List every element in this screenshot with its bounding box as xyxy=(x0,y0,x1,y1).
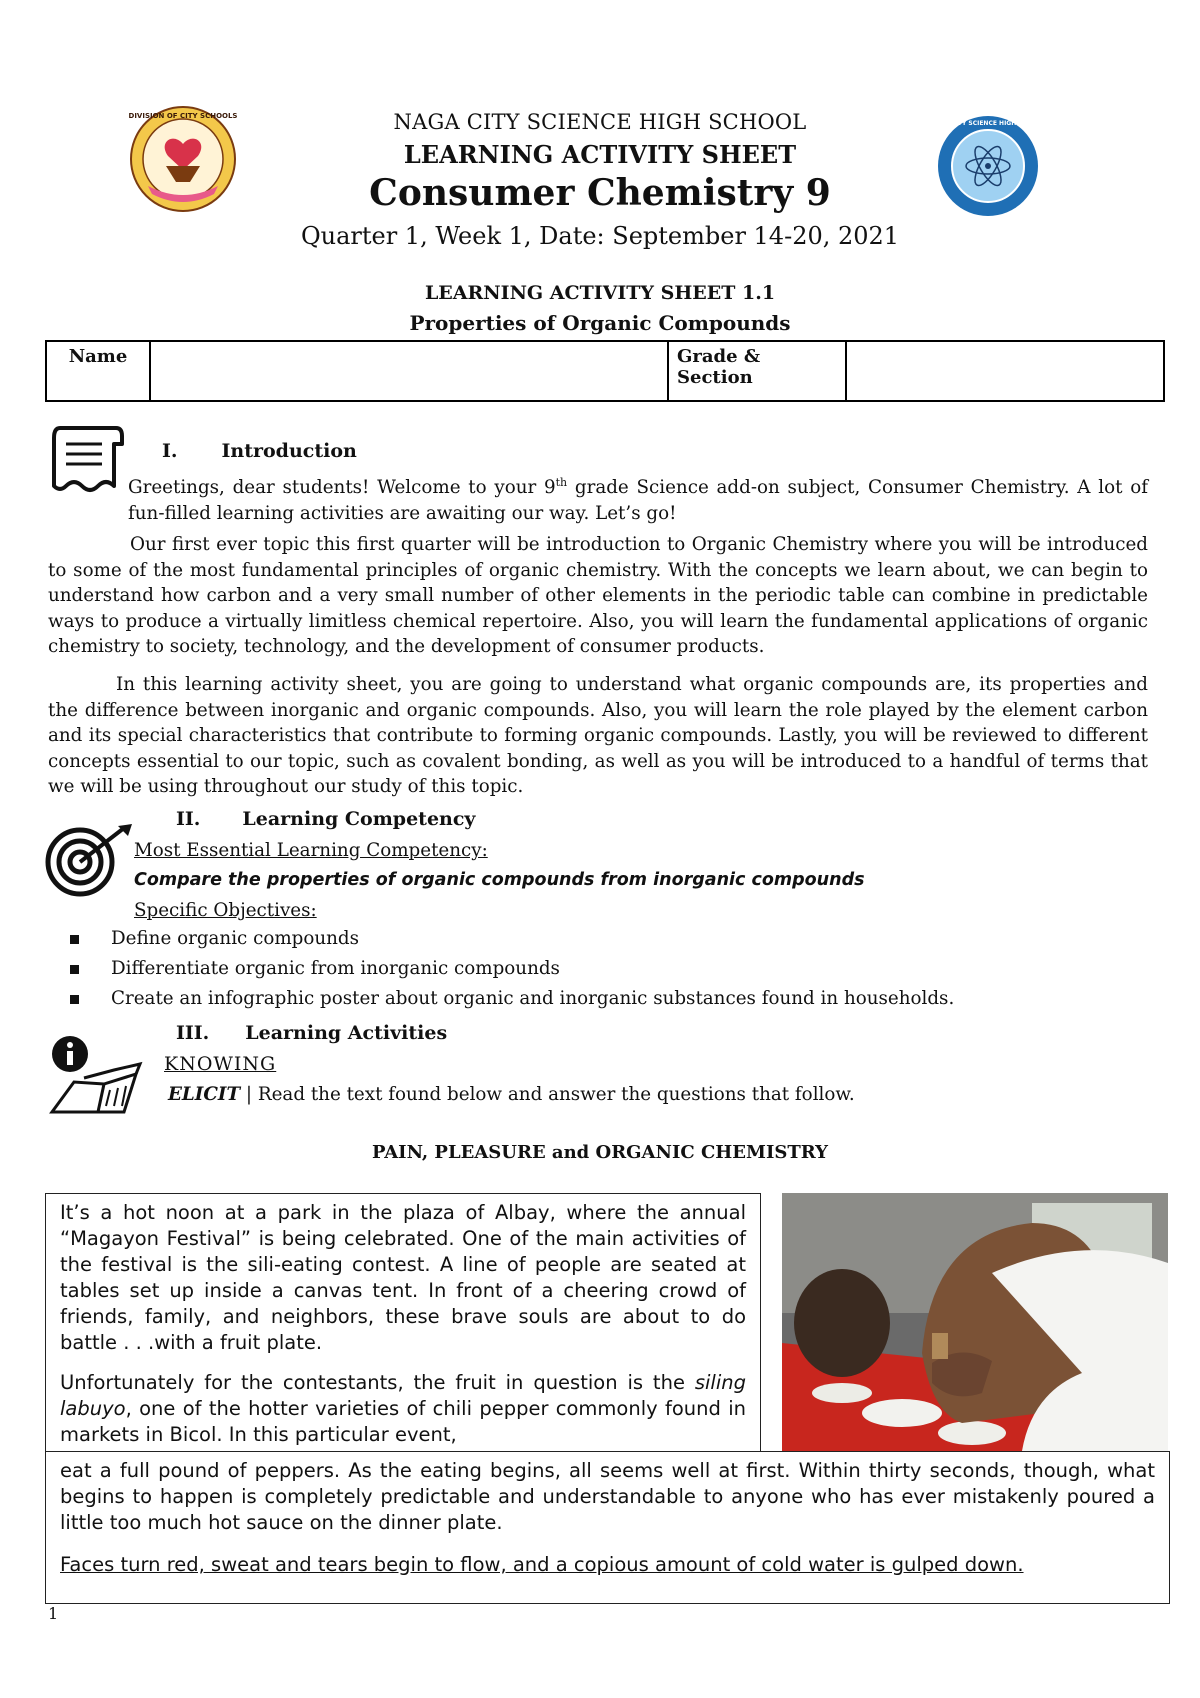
story-box-top xyxy=(45,1193,761,1452)
intro-heading: I. Introduction xyxy=(162,440,357,462)
story-paragraph-1: It’s a hot noon at a park in the plaza of Albay, where the annual “Magayon Festival” is being celebrated. One of the main activities of the festival is the sili-eating contest. A line of people are seated at tables set up inside a canvas tent. In front of a cheering crowd of friends, family, and neighbors, these brave souls are about to do battle . . .with a fruit plate. xyxy=(60,1201,746,1354)
svg-text:NAGA CITY SCIENCE HIGH SCHOOL: NAGA CITY SCIENCE HIGH SCHOOL xyxy=(929,120,1047,127)
activities-heading: III. Learning Activities xyxy=(176,1022,448,1044)
intro-paragraph-3: In this learning activity sheet, you are going to understand what organic compounds are, its properties and the difference between inorganic and organic compounds. Also, you will learn the role played by the element carbon and its special characteristics that contribute to forming organic compounds. Lastly, you will be reviewed to different concepts essential to our topic, such as covalent bonding, as well as you will be introduced to a handful of terms that we will be using throughout our study of this topic. xyxy=(48,674,1148,797)
svg-text:DIVISION OF CITY SCHOOLS: DIVISION OF CITY SCHOOLS xyxy=(128,112,238,120)
scroll-icon xyxy=(46,422,126,500)
story-paragraph-2: Unfortunately for the contestants, the fruit in question is the siling labuyo, one of the hotter varieties of chili pepper commonly found in markets in Bicol. In this particular event, xyxy=(60,1371,746,1446)
melc-label: Most Essential Learning Competency: xyxy=(134,840,488,861)
student-info-table xyxy=(45,340,1165,402)
story-box-bottom xyxy=(45,1451,1170,1604)
contest-photo xyxy=(782,1193,1168,1451)
subject-title: Consumer Chemistry 9 xyxy=(369,172,831,214)
elicit-line: ELICIT | Read the text found below and answer the questions that follow. xyxy=(168,1084,855,1105)
intro-paragraph-2: Our first ever topic this first quarter will be introduction to Organic Chemistry where you will be introduced to some of the most fundamental principles of organic chemistry. With the concepts we learn about, we can begin to understand how carbon and a very small number of other elements in the periodic table can combine in predictable ways to produce a virtually limitless chemical repertoire. Also, you will learn the fundamental applications of organic chemistry to society, technology, and the development of consumer products. xyxy=(48,534,1148,657)
name-label: Name xyxy=(46,341,150,401)
story-paragraph-4: Faces turn red, sweat and tears begin to flow, and a copious amount of cold water is gulped down. xyxy=(60,1553,1024,1576)
school-name: NAGA CITY SCIENCE HIGH SCHOOL xyxy=(393,110,807,134)
page-number: 1 xyxy=(48,1604,59,1623)
sheet-label: LEARNING ACTIVITY SHEET xyxy=(403,140,797,169)
objectives-label: Specific Objectives: xyxy=(134,900,317,921)
period-line: Quarter 1, Week 1, Date: September 14-20, 2021 xyxy=(300,222,900,250)
las-title: Properties of Organic Compounds xyxy=(409,311,791,335)
reading-title: PAIN, PLEASURE and ORGANIC CHEMISTRY xyxy=(371,1142,829,1163)
name-field[interactable] xyxy=(150,341,668,401)
objective-item: Define organic compounds xyxy=(70,928,359,949)
objective-item: Create an infographic poster about organic and inorganic substances found in households. xyxy=(70,988,954,1009)
melc-text: Compare the properties of organic compounds from inorganic compounds xyxy=(134,870,865,890)
grade-section-field[interactable] xyxy=(846,341,1164,401)
las-number: LEARNING ACTIVITY SHEET 1.1 xyxy=(424,282,776,304)
info-book-icon xyxy=(44,1034,144,1116)
knowing-label: KNOWING xyxy=(164,1053,277,1075)
story-paragraph-3: eat a full pound of peppers. As the eating begins, all seems well at first. Within thirty seconds, though, what begins to happen is completely predictable and understandable to anyone who has ever mistakenly poured a little too much hot sauce on the dinner plate. xyxy=(60,1459,1155,1534)
competency-heading: II. Learning Competency xyxy=(176,808,476,830)
intro-greeting: Greetings, dear students! Welcome to your 9th grade Science add-on subject, Consumer Chemistry. A lot of fun-filled learning activities are awaiting our way. Let’s go! xyxy=(128,476,1148,524)
target-icon xyxy=(44,822,136,898)
objective-item: Differentiate organic from inorganic compounds xyxy=(70,958,560,979)
grade-section-label: Grade & Section xyxy=(668,341,846,401)
